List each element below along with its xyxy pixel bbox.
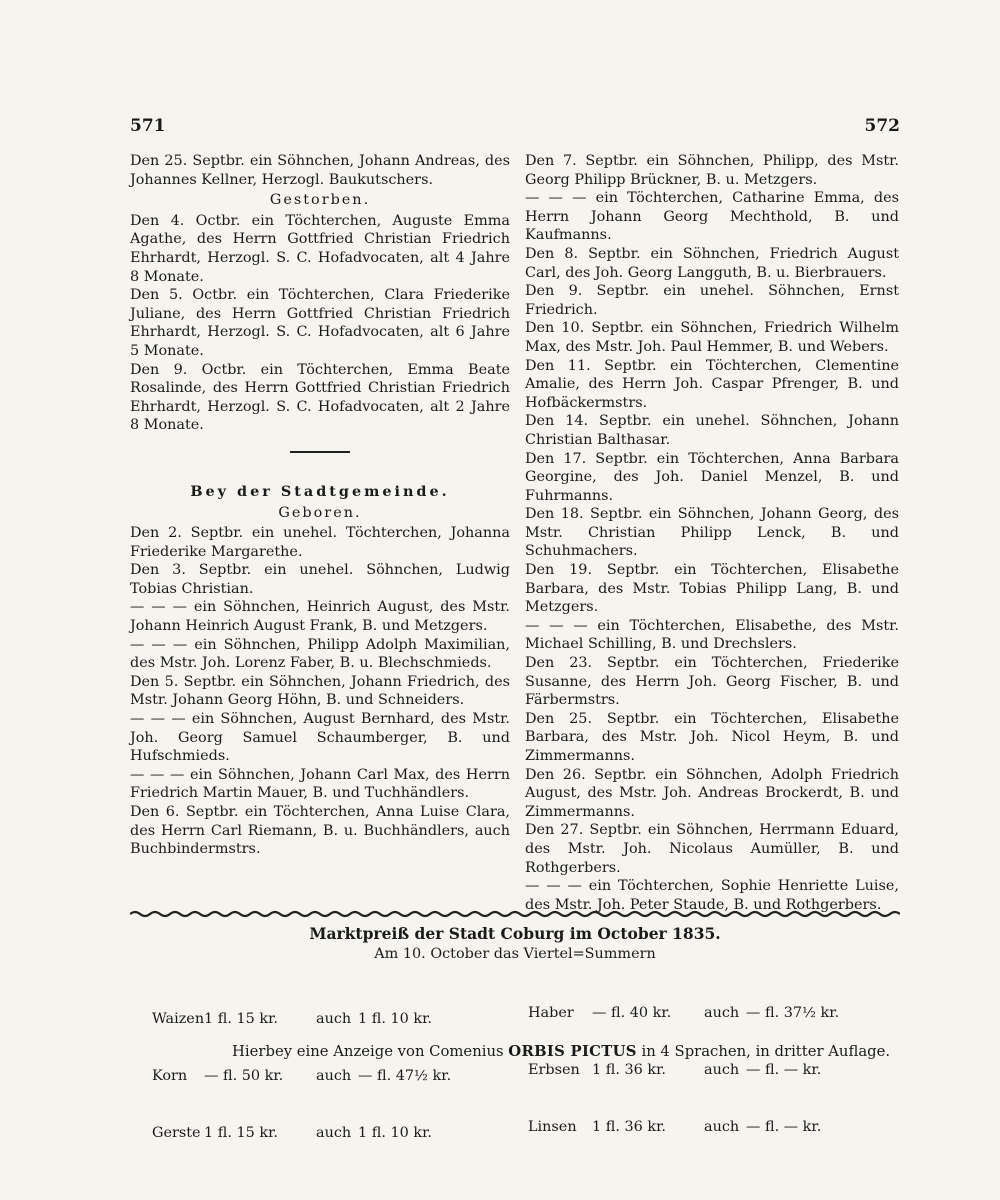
grain-prices-right bbox=[528, 966, 856, 1175]
market-date: Am 10. October das Viertel=Summern bbox=[374, 946, 656, 962]
list-item: Den 4. Octbr. ein Töchterchen, Auguste Emma Agathe, des Herrn Gottfried Christian Friedrich Ehrhardt, Herzogl. S. C. Hofadvocaten, alt 4 Jahre 8 Monate. bbox=[130, 212, 510, 285]
list-item: Den 18. Septbr. ein Söhnchen, Johann Georg, des Mstr. Christian Philipp Lenck, B. und Schuhmachers. bbox=[525, 506, 899, 560]
price-high: 1 fl. 36 kr. bbox=[592, 1119, 666, 1135]
grain-name: Erbsen bbox=[528, 1062, 580, 1078]
list-item: — — — ein Söhnchen, Heinrich August, des Mstr. Johann Heinrich August Frank, B. und Metzgers. bbox=[130, 599, 510, 635]
list-item: Den 5. Septbr. ein Söhnchen, Johann Friedrich, des Mstr. Johann Georg Höhn, B. und Schneiders. bbox=[130, 673, 510, 709]
list-item: Den 25. Septbr. ein Söhnchen, Johann Andreas, des Johannes Kellner, Herzogl. Baukutschers. bbox=[130, 153, 510, 188]
price-connector: auch bbox=[704, 1119, 740, 1135]
section-heading-died: Gestorben. bbox=[269, 192, 371, 209]
price-connector: auch bbox=[316, 1068, 352, 1084]
list-item: Den 9. Octbr. ein Töchterchen, Emma Beate Rosalinde, des Herrn Gottfried Christian Friedrich Ehrhardt, Herzogl. S. C. Hofadvocaten, alt 2 Jahre 8 Monate. bbox=[130, 361, 510, 434]
list-item: — — — ein Töchterchen, Sophie Henriette Luise, des Mstr. Joh. Peter Staude, B. und Rothgerbers. bbox=[525, 878, 899, 913]
price-connector: auch bbox=[316, 1125, 352, 1141]
grain-name: Korn bbox=[152, 1068, 188, 1084]
price-low: — fl. — kr. bbox=[746, 1119, 822, 1135]
list-item: — — — ein Söhnchen, August Bernhard, des Mstr. Joh. Georg Samuel Schaumberger, B. und Hufschmieds. bbox=[130, 711, 510, 765]
book-notice bbox=[232, 1043, 890, 1060]
list-item: Den 10. Septbr. ein Söhnchen, Friedrich Wilhelm Max, des Mstr. Joh. Paul Hemmer, B. und Webers. bbox=[525, 320, 899, 355]
list-item: — — — ein Söhnchen, Philipp Adolph Maximilian, des Mstr. Joh. Lorenz Faber, B. u. Blechschmieds. bbox=[130, 636, 510, 672]
price-low: — fl. 47½ kr. bbox=[358, 1068, 452, 1084]
section-heading-born: Geboren. bbox=[278, 504, 362, 521]
list-item: Den 7. Septbr. ein Söhnchen, Philipp, des Mstr. Georg Philipp Brückner, B. u. Metzgers. bbox=[525, 153, 899, 188]
price-low: — fl. 37½ kr. bbox=[746, 1005, 840, 1021]
list-item: Den 2. Septbr. ein unehel. Töchterchen, Johanna Friederike Margarethe. bbox=[130, 525, 510, 560]
table-row bbox=[152, 1124, 468, 1143]
list-item: Den 23. Septbr. ein Töchterchen, Friederike Susanne, des Herrn Joh. Georg Fischer, B. und Färbermstrs. bbox=[525, 655, 899, 709]
grain-prices-left bbox=[152, 972, 468, 1181]
price-high: 1 fl. 15 kr. bbox=[204, 1011, 278, 1027]
left-column bbox=[130, 152, 510, 859]
table-row bbox=[528, 1004, 856, 1023]
list-item: Den 6. Septbr. ein Töchterchen, Anna Luise Clara, des Herrn Carl Riemann, B. u. Buchhändlers, auch Buchbindermstrs. bbox=[130, 804, 510, 858]
grain-name: Gerste bbox=[152, 1125, 201, 1141]
grain-name: Linsen bbox=[528, 1119, 577, 1135]
price-high: 1 fl. 15 kr. bbox=[204, 1125, 278, 1141]
price-high: — fl. 50 kr. bbox=[204, 1068, 284, 1084]
price-high: — fl. 40 kr. bbox=[592, 1005, 672, 1021]
page-number-right: 572 bbox=[864, 116, 900, 136]
table-row bbox=[528, 1118, 856, 1137]
market-title: Marktpreiß der Stadt Coburg im October 1835. bbox=[309, 924, 721, 943]
list-item: Den 9. Septbr. ein unehel. Söhnchen, Ernst Friedrich. bbox=[525, 283, 899, 318]
notice-book-title: ORBIS PICTUS bbox=[508, 1043, 637, 1060]
page-number-left: 571 bbox=[130, 116, 166, 136]
list-item: — — — ein Töchterchen, Catharine Emma, des Herrn Johann Georg Mechthold, B. und Kaufmanns. bbox=[525, 190, 899, 244]
price-connector: auch bbox=[316, 1011, 352, 1027]
price-high: 1 fl. 36 kr. bbox=[592, 1062, 666, 1078]
notice-text-before: Hierbey eine Anzeige von Comenius bbox=[232, 1043, 509, 1060]
list-item: Den 26. Septbr. ein Söhnchen, Adolph Friedrich August, des Mstr. Joh. Andreas Brockerdt, B. und Zimmermanns. bbox=[525, 766, 899, 820]
price-low: 1 fl. 10 kr. bbox=[358, 1011, 432, 1027]
list-item: Den 19. Septbr. ein Töchterchen, Elisabethe Barbara, des Mstr. Tobias Philipp Lang, B. und Metzgers. bbox=[525, 562, 899, 616]
list-item: Den 5. Octbr. ein Töchterchen, Clara Friederike Juliane, des Herrn Gottfried Christian Friedrich Ehrhardt, Herzogl. S. C. Hofadvocaten, alt 6 Jahre 5 Monate. bbox=[130, 287, 510, 359]
table-row bbox=[152, 1010, 468, 1029]
section-heading-parish: Bey der Stadtgemeinde. bbox=[190, 482, 450, 500]
right-column bbox=[525, 152, 899, 914]
list-item: Den 8. Septbr. ein Söhnchen, Friedrich August Carl, des Joh. Georg Langguth, B. u. Bierbrauers. bbox=[525, 245, 899, 281]
list-item: — — — ein Töchterchen, Elisabethe, des Mstr. Michael Schilling, B. und Drechslers. bbox=[525, 617, 899, 653]
price-connector: auch bbox=[704, 1062, 740, 1078]
list-item: Den 17. Septbr. ein Töchterchen, Anna Barbara Georgine, des Joh. Daniel Menzel, B. und Fuhrmanns. bbox=[525, 450, 899, 504]
table-row bbox=[528, 1061, 856, 1080]
list-item: Den 27. Septbr. ein Söhnchen, Herrmann Eduard, des Mstr. Joh. Nicolaus Aumüller, B. und Rothgerbers. bbox=[525, 822, 899, 876]
grain-name: Haber bbox=[528, 1005, 574, 1021]
notice-text-after: in 4 Sprachen, in dritter Auflage. bbox=[636, 1043, 891, 1060]
price-connector: auch bbox=[704, 1005, 740, 1021]
list-item: Den 25. Septbr. ein Töchterchen, Elisabethe Barbara, des Mstr. Joh. Nicol Heym, B. und Zimmermanns. bbox=[525, 710, 899, 764]
list-item: Den 11. Septbr. ein Töchterchen, Clementine Amalie, des Herrn Joh. Caspar Pfrenger, B. und Hofbäckermstrs. bbox=[525, 357, 899, 411]
list-item: — — — ein Söhnchen, Johann Carl Max, des Herrn Friedrich Martin Mauer, B. und Tuchhändlers. bbox=[130, 766, 510, 802]
price-low: 1 fl. 10 kr. bbox=[358, 1125, 432, 1141]
list-item: Den 3. Septbr. ein unehel. Söhnchen, Ludwig Tobias Christian. bbox=[130, 562, 510, 597]
list-item: Den 14. Septbr. ein unehel. Söhnchen, Johann Christian Balthasar. bbox=[525, 413, 899, 448]
table-row bbox=[152, 1067, 468, 1086]
price-low: — fl. — kr. bbox=[746, 1062, 822, 1078]
grain-name: Waizen bbox=[152, 1011, 205, 1027]
section-divider bbox=[290, 451, 350, 453]
wavy-divider bbox=[130, 910, 900, 918]
